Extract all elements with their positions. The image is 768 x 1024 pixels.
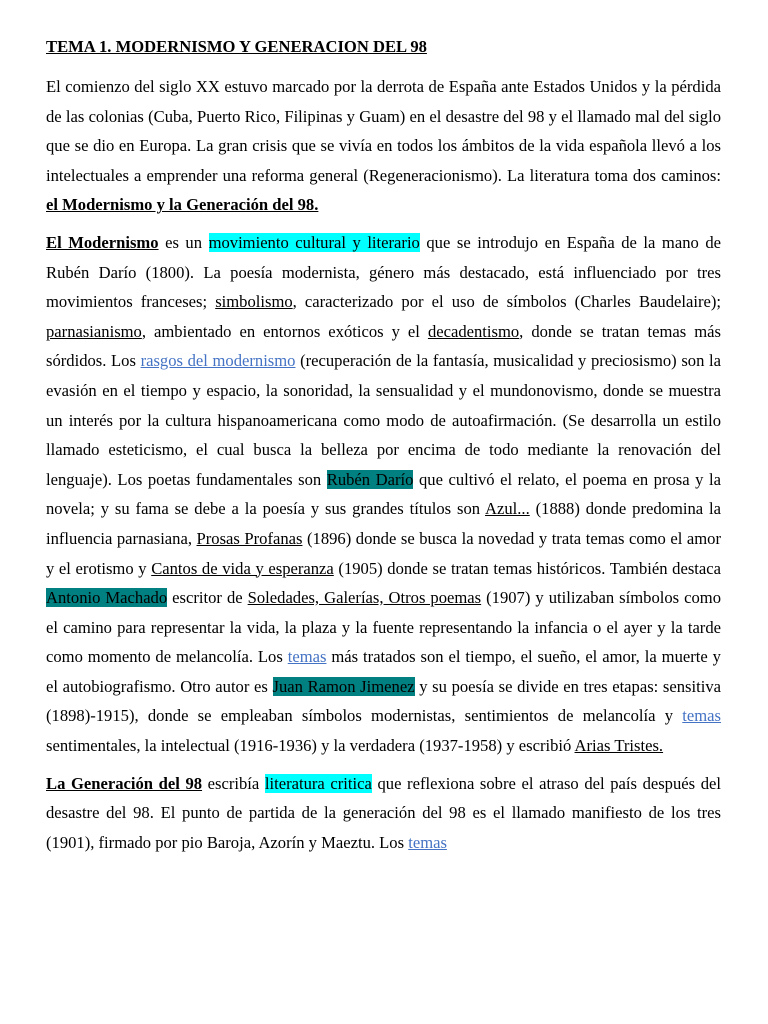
link-temas[interactable]: temas: [682, 706, 721, 726]
underlined-title: Soledades, Galerías, Otros poemas: [247, 588, 482, 608]
text-run: (recuperación de la fantasía, musicalidad y preciosismo) son la evasión en el tiempo y espacio, la sonoridad, la sensualidad y el mundonovismo, donde se muestra un interés por la cultura hispanoamericana como modo de autoafirmación. (Se desarrolla un estilo llamado esteticismo, el cual busca la belleza por encima de todo mediante la renovación del lenguaje). Los poetas fundamentales son: [46, 351, 721, 489]
underlined-term: decadentismo: [427, 321, 520, 341]
underlined-title: Azul...: [485, 499, 530, 519]
highlight-teal-author: Antonio Machado: [46, 588, 168, 608]
underlined-term: simbolismo: [215, 292, 293, 312]
text-run: sentimentales, la intelectual (1916-1936) y la verdadera (1937-1958) y escribió: [46, 736, 575, 756]
modernismo-heading: El Modernismo: [46, 232, 159, 252]
underlined-term: parnasianismo: [46, 321, 142, 341]
underlined-title: Prosas Profanas: [196, 528, 303, 548]
text-run: es un: [158, 232, 209, 252]
text-run: (1896) donde se busca la novedad y trata temas como el amor y el erotismo y: [46, 528, 721, 578]
document-page: [46, 36, 721, 865]
generacion98-paragraph: [46, 769, 721, 858]
intro-emphasis: el Modernismo y la Generación del 98.: [46, 195, 319, 215]
underlined-title: Arias Tristes.: [574, 736, 664, 756]
highlight-teal-author: Juan Ramon Jimenez: [272, 676, 415, 696]
link-temas[interactable]: temas: [408, 832, 447, 852]
link-rasgos-modernismo[interactable]: rasgos del modernismo: [140, 351, 296, 371]
text-run: que cultivó el relato, el poema en prosa y la novela; y su fama se debe a la poesía y sus grandes títulos son: [46, 469, 721, 519]
intro-paragraph: [46, 72, 721, 220]
highlight-cyan: literatura critica: [264, 773, 372, 793]
text-run: , donde se tratan temas más sórdidos. Los: [46, 321, 721, 371]
text-run: , caracterizado por el uso de símbolos (Charles Baudelaire);: [292, 292, 721, 312]
text-run: escritor de: [167, 588, 248, 608]
link-temas[interactable]: temas: [287, 647, 327, 667]
underlined-title: Cantos de vida y esperanza: [151, 558, 334, 578]
text-run: (1888) donde predomina la influencia parnasiana,: [46, 499, 721, 548]
text-run: (1905) donde se tratan temas históricos. También destaca: [333, 558, 721, 578]
text-run: escribía: [202, 773, 265, 793]
text-run: (1907) y utilizaban símbolos como el camino para representar la vida, la plaza y la fuente representando la infancia o el ayer y la tarde como momento de melancolía. Los: [46, 588, 721, 667]
text-run: más tratados son el tiempo, el sueño, el amor, la muerte y el autobiografismo. Otro autor es: [46, 647, 721, 696]
text-run: que se introdujo en España de la mano de Rubén Darío (1800). La poesía modernista, género más destacado, está influenciado por tres movimientos franceses;: [46, 232, 721, 312]
intro-text: El comienzo del siglo XX estuvo marcado por la derrota de España ante Estados Unidos y la pérdida de las colonias (Cuba, Puerto Rico, Filipinas y Guam) en el desastre del 98 y el llamado mal del siglo que se dio en Europa. La gran crisis que se vivía en todos los ámbitos de la vida española llevó a los intelectuales a emprender una reforma general (Regeneracionismo). La literatura toma dos caminos:: [46, 77, 721, 185]
text-run: , ambientado en entornos exóticos y el: [141, 321, 428, 341]
highlight-teal-author: Rubén Darío: [326, 469, 414, 489]
text-run: que reflexiona sobre el atraso del país después del desastre del 98. El punto de partida de la generación del 98 es el llamado manifiesto de los tres (1901), firmado por pio Baroja, Azorín y Maeztu. Los: [46, 773, 721, 852]
generacion98-heading: La Generación del 98: [46, 773, 203, 793]
text-run: y su poesía se divide en tres etapas: sensitiva (1898)-1915), donde se empleaban símbolos modernistas, sentimientos de melancolía y: [46, 676, 721, 726]
modernismo-paragraph: [46, 228, 721, 761]
highlight-cyan: movimiento cultural y literario: [208, 232, 420, 252]
document-title: TEMA 1. MODERNISMO Y GENERACION DEL 98: [46, 37, 427, 56]
